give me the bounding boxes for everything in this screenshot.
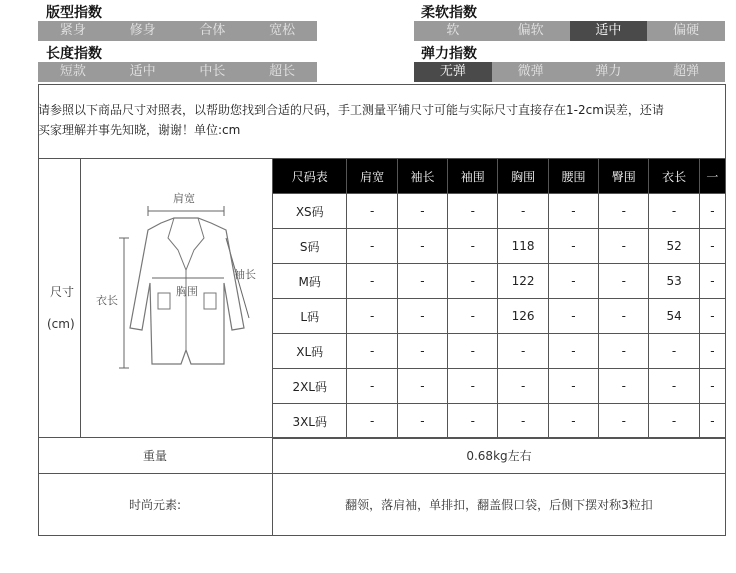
size-value-cell: 122 bbox=[498, 264, 548, 299]
size-value-cell: - bbox=[347, 229, 397, 264]
size-header-0: 尺码表 bbox=[273, 159, 347, 194]
size-note-line1: 请参照以下商品尺寸对照表，以帮助您找到合适的尺码，手工测量平铺尺寸可能与实际尺寸直接存在1-2cm误差，还请 bbox=[38, 103, 664, 117]
size-header-3: 袖围 bbox=[448, 159, 498, 194]
size-value-cell: - bbox=[397, 299, 447, 334]
size-value-cell: - bbox=[599, 264, 649, 299]
size-name-cell: S码 bbox=[273, 229, 347, 264]
size-value-cell: 118 bbox=[498, 229, 548, 264]
elements-value: 翻领，落肩袖，单排扣，翻盖假口袋，后侧下摆对称3粒扣 bbox=[345, 498, 653, 512]
size-value-cell: - bbox=[649, 369, 699, 404]
length-option-1: 适中 bbox=[129, 64, 156, 79]
elasticity-option-0: 无弹 bbox=[414, 62, 492, 82]
length-option-0: 短款 bbox=[59, 64, 86, 79]
size-value-cell: - bbox=[649, 194, 699, 229]
elements-label: 时尚元素: bbox=[128, 498, 182, 512]
size-value-cell: - bbox=[548, 264, 598, 299]
elasticity-option-3: 超弹 bbox=[673, 64, 700, 79]
length-label: 衣长 bbox=[96, 294, 118, 307]
size-name-cell: XS码 bbox=[273, 194, 347, 229]
size-row bbox=[273, 334, 726, 369]
size-header-8: 一 bbox=[699, 159, 725, 194]
size-value-cell: - bbox=[548, 229, 598, 264]
size-row bbox=[273, 299, 726, 334]
size-value-cell: - bbox=[347, 264, 397, 299]
size-value-cell: - bbox=[397, 369, 447, 404]
size-value-cell: - bbox=[347, 369, 397, 404]
size-header-6: 臀围 bbox=[599, 159, 649, 194]
size-value-cell: 54 bbox=[649, 299, 699, 334]
size-value-cell: 53 bbox=[649, 264, 699, 299]
size-value-cell: - bbox=[548, 334, 598, 369]
size-value-cell: - bbox=[699, 369, 725, 404]
size-name-cell: L码 bbox=[273, 299, 347, 334]
softness-option-3: 偏硬 bbox=[673, 23, 700, 38]
weight-value: 0.68kg左右 bbox=[466, 449, 532, 463]
length-index-title: 长度指数 bbox=[46, 46, 102, 62]
size-value-cell: - bbox=[599, 404, 649, 439]
size-value-cell: - bbox=[599, 194, 649, 229]
size-header-7: 衣长 bbox=[649, 159, 699, 194]
size-value-cell: - bbox=[347, 194, 397, 229]
size-value-cell: - bbox=[498, 404, 548, 439]
softness-option-1: 偏软 bbox=[517, 23, 544, 38]
size-row bbox=[273, 404, 726, 439]
sleeve-label: 袖长 bbox=[234, 268, 256, 281]
size-value-cell: - bbox=[347, 334, 397, 369]
shoulder-label: 肩宽 bbox=[173, 192, 195, 205]
size-value-cell: - bbox=[397, 229, 447, 264]
size-unit-label: (cm) bbox=[47, 317, 75, 331]
size-value-cell: - bbox=[699, 404, 725, 439]
size-name-cell: M码 bbox=[273, 264, 347, 299]
size-value-cell: - bbox=[649, 334, 699, 369]
softness-index-title: 柔软指数 bbox=[421, 5, 477, 21]
weight-label: 重量 bbox=[142, 449, 167, 463]
size-value-cell: - bbox=[699, 264, 725, 299]
fit-option-2: 合体 bbox=[199, 23, 226, 38]
size-row bbox=[273, 194, 726, 229]
size-row bbox=[273, 229, 726, 264]
size-value-cell: - bbox=[448, 264, 498, 299]
size-value-cell: - bbox=[448, 194, 498, 229]
elasticity-option-2: 弹力 bbox=[595, 64, 622, 79]
length-option-3: 超长 bbox=[269, 64, 296, 79]
size-value-cell: 126 bbox=[498, 299, 548, 334]
fit-index-bar bbox=[38, 21, 317, 41]
elasticity-option-1: 微弹 bbox=[517, 64, 544, 79]
size-row bbox=[273, 369, 726, 404]
size-value-cell: - bbox=[599, 369, 649, 404]
size-value-cell: - bbox=[448, 404, 498, 439]
fit-index-title: 版型指数 bbox=[46, 5, 102, 21]
size-value-cell: - bbox=[448, 369, 498, 404]
size-name-cell: XL码 bbox=[273, 334, 347, 369]
size-value-cell: - bbox=[448, 334, 498, 369]
garment-diagram bbox=[86, 178, 266, 378]
softness-index-bar bbox=[414, 21, 725, 41]
size-value-cell: - bbox=[397, 194, 447, 229]
size-header-2: 袖长 bbox=[397, 159, 447, 194]
fit-option-3: 宽松 bbox=[269, 23, 296, 38]
elasticity-index-bar bbox=[414, 62, 725, 82]
size-table bbox=[272, 158, 726, 439]
size-value-cell: - bbox=[397, 264, 447, 299]
size-value-cell: - bbox=[699, 194, 725, 229]
size-value-cell: - bbox=[548, 369, 598, 404]
size-label: 尺寸 bbox=[50, 285, 75, 299]
size-note-line2: 买家理解并事先知晓，谢谢！单位:cm bbox=[38, 123, 241, 137]
size-value-cell: - bbox=[548, 299, 598, 334]
length-index-bar bbox=[38, 62, 317, 82]
size-value-cell: - bbox=[498, 194, 548, 229]
size-value-cell: - bbox=[498, 369, 548, 404]
size-header-5: 腰围 bbox=[548, 159, 598, 194]
size-value-cell: - bbox=[548, 404, 598, 439]
size-name-cell: 3XL码 bbox=[273, 404, 347, 439]
size-value-cell: - bbox=[699, 229, 725, 264]
size-value-cell: 52 bbox=[649, 229, 699, 264]
size-value-cell: - bbox=[347, 299, 397, 334]
fit-option-0: 紧身 bbox=[59, 23, 86, 38]
fit-option-1: 修身 bbox=[129, 23, 156, 38]
size-value-cell: - bbox=[599, 299, 649, 334]
size-value-cell: - bbox=[699, 299, 725, 334]
length-option-2: 中长 bbox=[199, 64, 226, 79]
size-value-cell: - bbox=[548, 194, 598, 229]
size-value-cell: - bbox=[397, 404, 447, 439]
size-value-cell: - bbox=[699, 334, 725, 369]
size-value-cell: - bbox=[599, 334, 649, 369]
size-header-1: 肩宽 bbox=[347, 159, 397, 194]
size-value-cell: - bbox=[347, 404, 397, 439]
elasticity-index-title: 弹力指数 bbox=[421, 46, 477, 62]
size-value-cell: - bbox=[498, 334, 548, 369]
size-value-cell: - bbox=[448, 229, 498, 264]
softness-option-2: 适中 bbox=[570, 21, 648, 41]
size-value-cell: - bbox=[599, 229, 649, 264]
size-value-cell: - bbox=[448, 299, 498, 334]
chest-label: 胸围 bbox=[176, 285, 198, 298]
size-value-cell: - bbox=[649, 404, 699, 439]
size-value-cell: - bbox=[397, 334, 447, 369]
size-name-cell: 2XL码 bbox=[273, 369, 347, 404]
size-row bbox=[273, 264, 726, 299]
softness-option-0: 软 bbox=[446, 23, 460, 38]
size-header-4: 胸围 bbox=[498, 159, 548, 194]
